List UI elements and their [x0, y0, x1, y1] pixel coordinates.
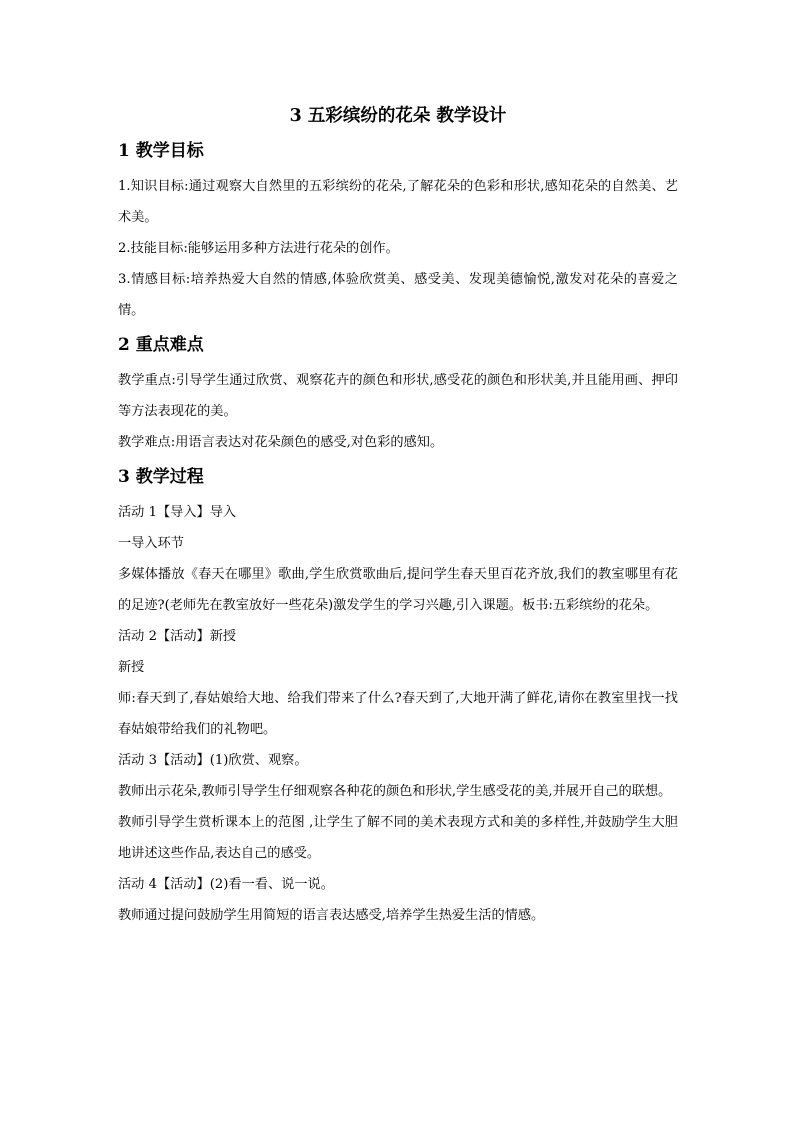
- paragraph: 教师通过提问鼓励学生用简短的语言表达感受,培养学生热爱生活的情感。: [118, 908, 545, 923]
- section-objectives: [118, 139, 678, 326]
- paragraph: 活动 1【导入】导入: [118, 505, 237, 520]
- paragraph: 教师出示花朵,教师引导学生仔细观察各种花的颜色和形状,学生感受花的美,并展开自己的联想。: [118, 784, 672, 799]
- paragraph: 新授: [118, 660, 145, 675]
- paragraph: 1.知识目标:通过观察大自然里的五彩缤纷的花朵,了解花朵的色彩和形状,感知花朵的自然美、艺术美。: [118, 179, 678, 225]
- paragraph: 活动 2【活动】新授: [118, 629, 237, 644]
- paragraph: 活动 3【活动】(1)欣赏、观察。: [118, 753, 308, 768]
- section-key-points: [118, 333, 678, 458]
- paragraph: 教师引导学生赏析课本上的范图 ,让学生了解不同的美术表现方式和美的多样性,并鼓励学生大胆地讲述这些作品,表达自己的感受。: [118, 815, 678, 861]
- paragraph: 多媒体播放《春天在哪里》歌曲,学生欣赏歌曲后,提问学生春天里百花齐放,我们的教室哪里有花的足迹?(老师先在教室放好一些花朵)激发学生的学习兴趣,引入课题。板书:五彩缤纷的花朵。: [118, 567, 678, 613]
- paragraph: 一导入环节: [118, 536, 184, 551]
- section-gap: [118, 326, 678, 333]
- section-heading: 1 教学目标: [118, 141, 204, 161]
- section-heading: 3 教学过程: [118, 467, 204, 487]
- paragraph: 2.技能目标:能够运用多种方法进行花朵的创作。: [118, 241, 399, 256]
- section-heading: 2 重点难点: [118, 335, 204, 355]
- document-content: [118, 104, 678, 931]
- section-gap: [118, 458, 678, 465]
- paragraph: 活动 4【活动】(2)看一看、说一说。: [118, 877, 334, 892]
- paragraph: 教学难点:用语言表达对花朵颜色的感受,对色彩的感知。: [118, 435, 444, 450]
- paragraph: 3.情感目标:培养热爱大自然的情感,体验欣赏美、感受美、发现美德愉悦,激发对花朵的喜爱之情。: [118, 272, 678, 318]
- section-process: [118, 465, 678, 931]
- paragraph: 师:春天到了,春姑娘给大地、给我们带来了什么?春天到了,大地开满了鲜花,请你在教室里找一找春姑娘带给我们的礼物吧。: [118, 691, 678, 737]
- document-title: 3 五彩缤纷的花朵 教学设计: [289, 106, 507, 126]
- paragraph: 教学重点:引导学生通过欣赏、观察花卉的颜色和形状,感受花的颜色和形状美,并且能用画、押印等方法表现花的美。: [118, 373, 678, 419]
